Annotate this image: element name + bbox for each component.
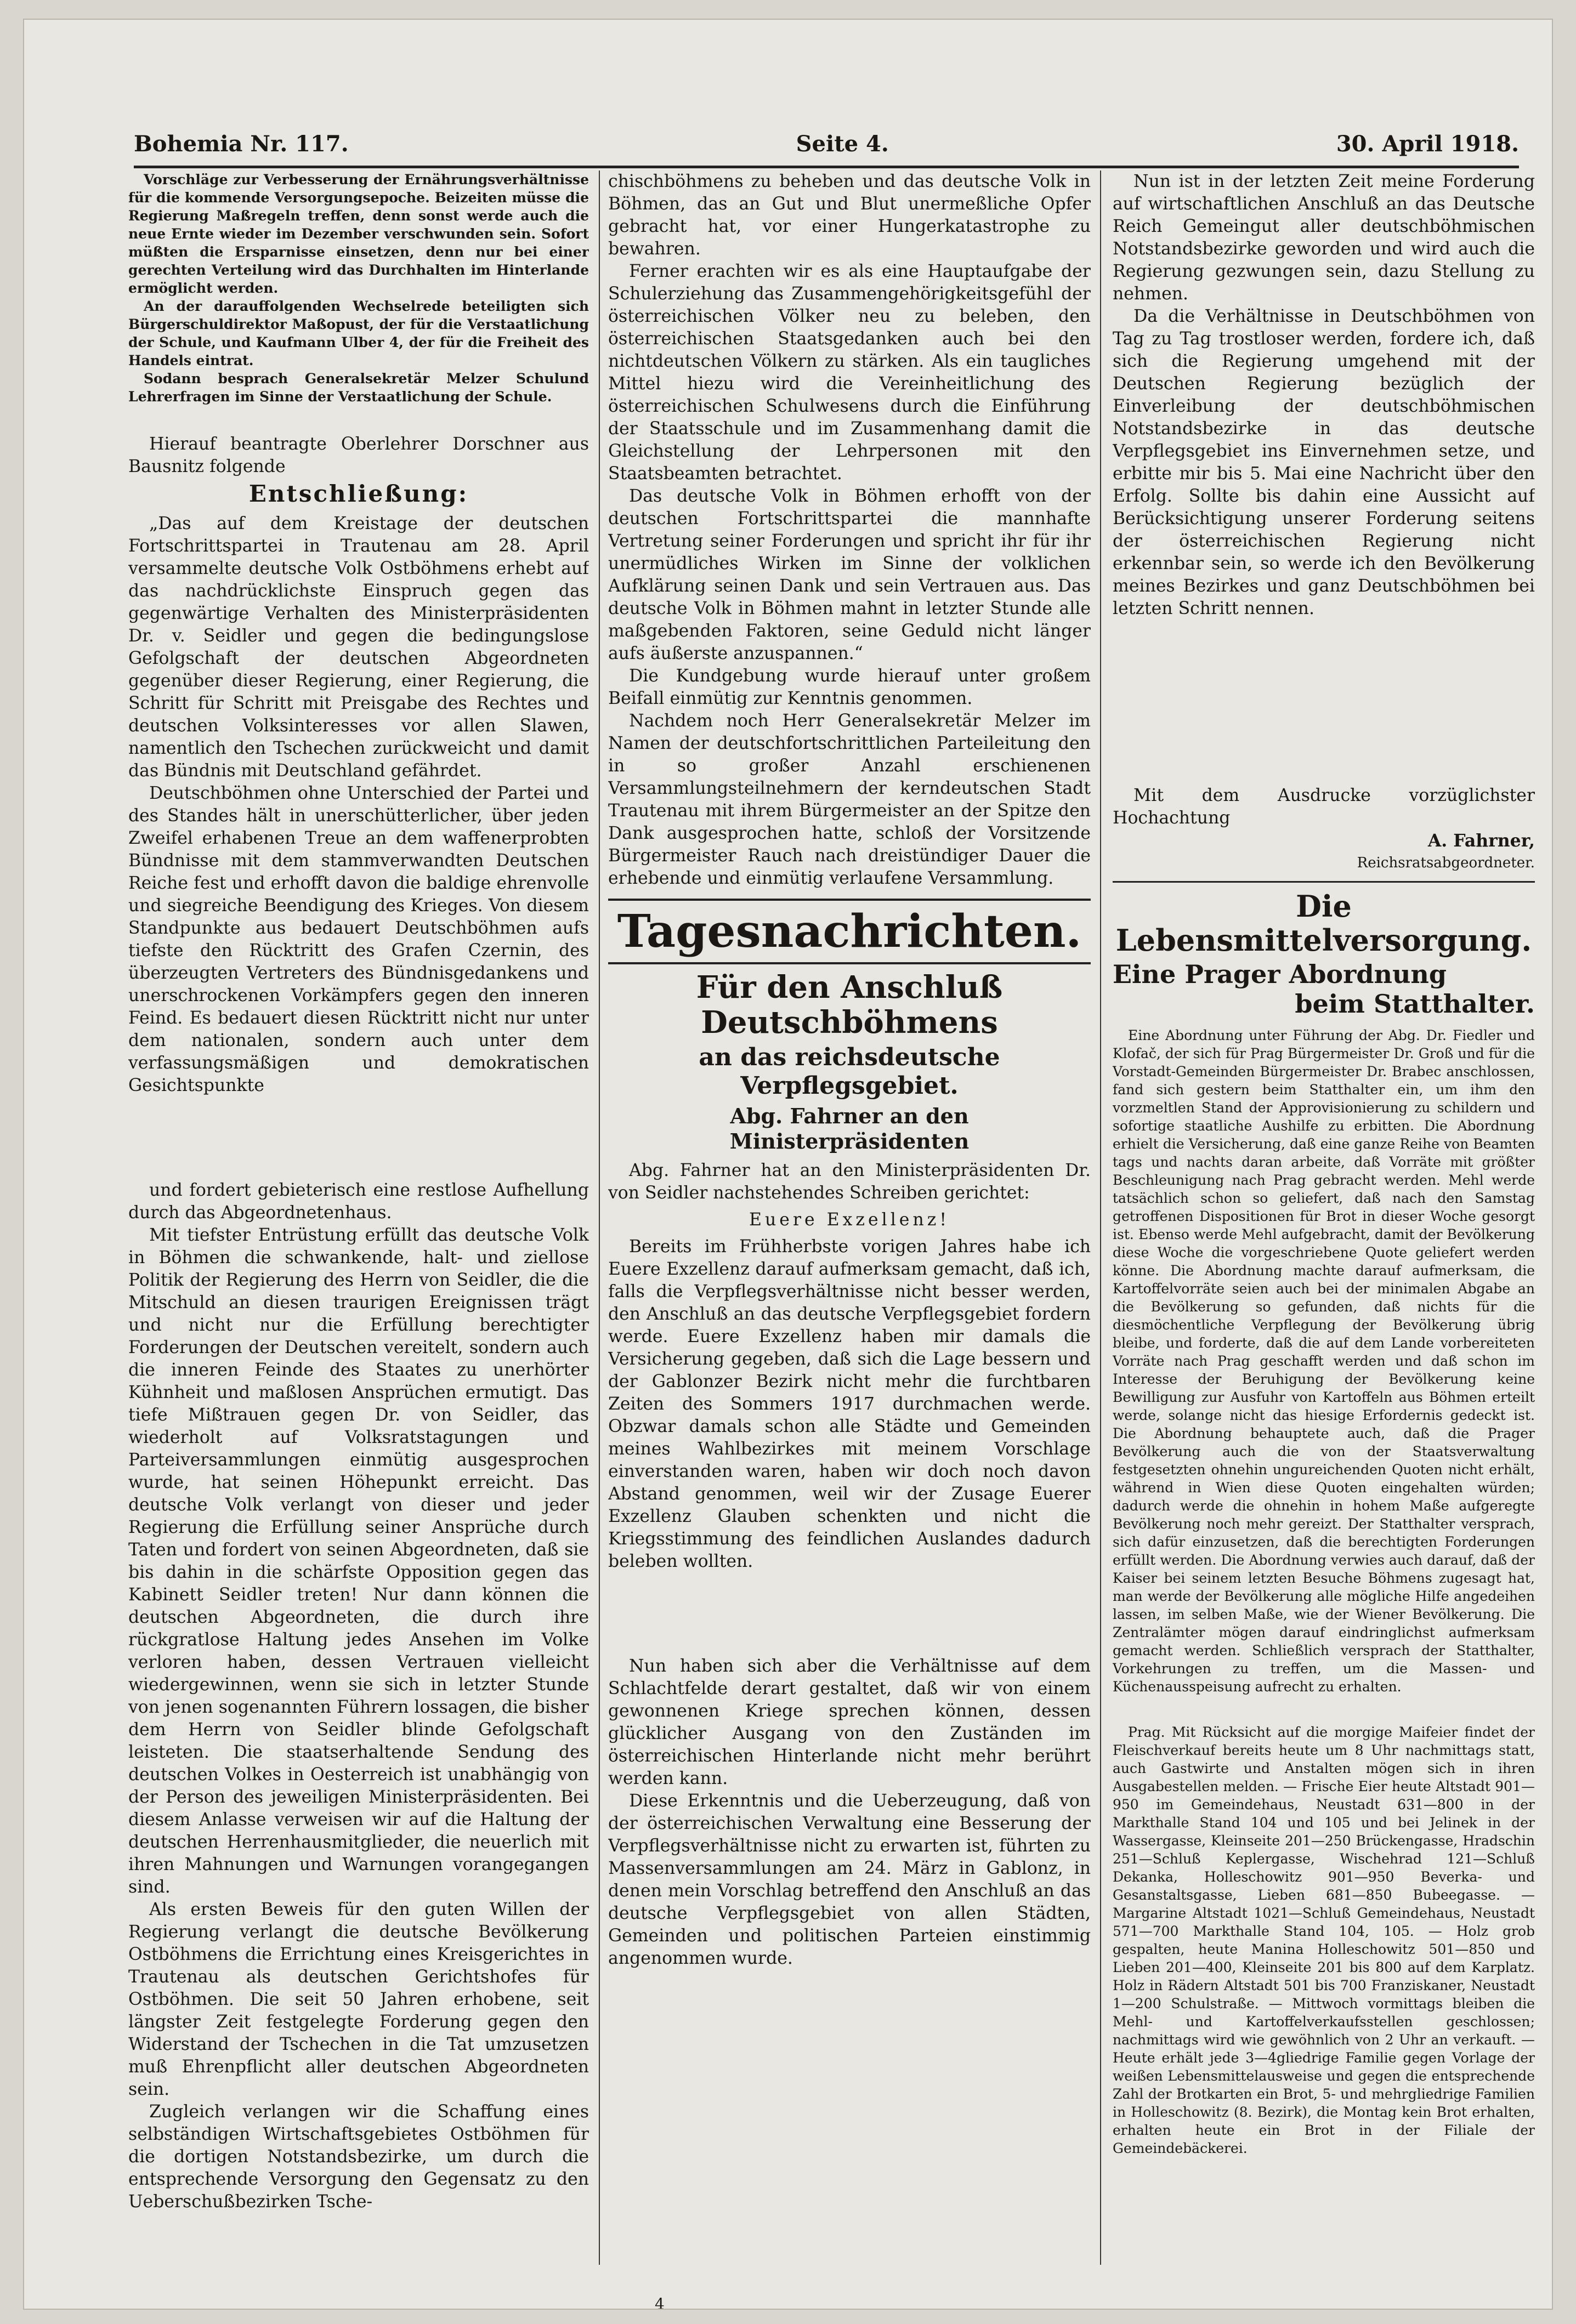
letter-salutation: Euere Exzellenz! (749, 1210, 950, 1230)
article-headline: Die Lebensmittelversorgung. (1115, 889, 1532, 958)
paragraph: Eine Abordnung unter Führung der Abg. Dr. Fiedler und Klofač, der sich für Prag Bürgermeister Dr. Groß und für die Vorstadt-Gemeinden Bürgermeister Dr. Brabec anschlossen, fand sich gestern beim Statthalter ein, um ihm den vorzmeltlen Stand der Approvisionierung zu schildern und sofortige staatliche Aushilfe zu erbitten. Die Abordnung erhielt die Versicherung, daß eine ganze Reihe von Beamten tags und nachts daran arbeite, daß Vorräte mit größter Beschleunigung nach Prag gebracht werden. Mehl werde tatsächlich schon so geliefert, daß nach den Samstag getroffenen Dispositionen für Brot in dieser Woche gesorgt ist. Ebenso werde Mehl aufgebracht, damit der Bevölkerung diese Woche die vorgeschriebene Quote geliefert werden könne. Die Abordnung machte darauf aufmerksam, die Kartoffelvorräte seien auch bei der minimalen Abgabe an die Bevölkerung so gefunden, daß nichts für die diesmöchentliche Verpflegung der Bevölkerung übrig bleibe, und forderte, daß die auf dem Lande vorbereiteten Vorräte nach Prag geschafft werden und daß schon im Interesse der Beruhigung der Bevölkerung keine Bewilligung zur Ausfuhr von Kartoffeln aus Böhmen erteilt werde, solange nicht das hiesige Erfordernis gedeckt ist. Die Abordnung behauptete auch, daß die Prager Bevölkerung auch die von der Staatsverwaltung festgesetzten ohnehin ungureichenden Quoten nicht erhält, während in Wien diese Quoten eingehalten würden; dadurch werde die ohnehin in hohem Maße aufgeregte Bevölkerung noch mehr gereizt. Der Statthalter versprach, sich dafür einzusetzen, daß die berechtigten Forderungen erfüllt werden. Die Abordnung verwies auch darauf, daß der Kaiser bei seinem letzten Besuche Böhmens zugesagt hat, man werde der Bevölkerung alle mögliche Hilfe angedeihen lassen, im selben Maße, wie der Wiener Bevölkerung. Die Zentralämter mögen darauf eindringlichst aufmerksam gemacht werden. Schließlich versprach der Statthalter, Vorkehrungen zu treffen, um die Massen- und Küchenausspeisung aufrecht zu erhalten. (1113, 1027, 1535, 1695)
paragraph: „Das auf dem Kreistage der deutschen Fortschrittspartei in Trautenau am 28. April versammelte deutsche Volk Ostböhmens erhebt auf das nachdrücklichste Einspruch gegen das gegenwärtige Verhalten des Ministerpräsidenten Dr. v. Seidler und gegen die bedingungslose Gefolgschaft der deutschen Abgeordneten gegenüber dieser Regierung, einer Regierung, die Schritt für Schritt mit Preisgabe des Rechtes und deutschen Volksinteresses vor allen Slawen, namentlich den Tschechen zurückweicht und damit das Bündnis mit Deutschland gefährdet. (128, 514, 589, 781)
letter-signature-title: Reichsratsabgeordneter. (1357, 855, 1535, 871)
column-1 (128, 171, 589, 2265)
header-date: 30. April 1918. (1336, 131, 1519, 157)
page-margin-mark: 4 (655, 2295, 665, 2309)
column-divider (599, 171, 600, 2265)
paragraph: chischböhmens zu beheben und das deutsche Volk in Böhmen, das an Gut und Blut unermeßliche Opfer gebracht hat, vor einer Hungerkatastrophe zu bewahren. (608, 172, 1091, 259)
paragraph: Die Kundgebung wurde hierauf unter großem Beifall einmütig zur Kenntnis genommen. (608, 666, 1091, 708)
article-subheadline: an das reichsdeutsche Verpflegsgebiet. (699, 1043, 1000, 1100)
section-heading-daily-news: Tagesnachrichten. (608, 899, 1091, 964)
column-divider (1100, 171, 1101, 2265)
paragraph: Deutschböhmen ohne Unterschied der Partei und des Standes hält in unerschütterlicher, über jeden Zweifel erhabenen Treue an dem waffenerprobten Bündnisse mit dem stammverwandten Deutschen Reiche fest und erhofft davon die baldige ehrenvolle und siegreiche Beendigung des Krieges. Von diesem Standpunkte aus bedauert Deutschböhmen aufs tiefste den Rücktritt des Grafen Czernin, des überzeugten Vertreters des Bündnisgedankens und unerschrockenen Vorkämpfers gegen den inneren Feind. Es bedauert diesen Rücktritt nicht nur unter dem nationalen, sondern auch unter dem verfassungsmäßigen und demokratischen Gesichtspunkte (128, 783, 589, 1095)
paragraph: Sodann besprach Generalsekretär Melzer Schulund Lehrerfragen im Sinne der Verstaatlichung der Schule. (128, 371, 589, 405)
paragraph: Nun ist in der letzten Zeit meine Forderung auf wirtschaftlichen Anschluß an das Deutsche Reich Gemeingut aller deutschböhmischen Notstandsbezirke geworden und wird auch die Regierung gezwungen sein, dazu Stellung zu nehmen. (1113, 172, 1535, 304)
paragraph: Bereits im Frühherbste vorigen Jahres habe ich Euere Exzellenz darauf aufmerksam gemacht, daß ich, falls die Verpflegsverhältnisse nicht besser werden, den Anschluß an das deutsche Verpflegsgebiet fordern werde. Euere Exzellenz haben mir damals die Versicherung gegeben, daß sich die Lage bessern und der Gablonzer Bezirk nicht mehr die furchtbaren Zeiten des Sommers 1917 durchmachen werde. Obzwar damals schon alle Städte und Gemeinden meines Wahlbezirkes mit meinem Vorschlage einverstanden waren, haben wir doch noch davon Abstand genommen, weil wir der Zusage Euerer Exzellenz Glauben schenkten und nicht die Kriegsstimmung des feindlichen Auslandes dadurch beleben wollten. (608, 1237, 1091, 1571)
paragraph: Ferner erachten wir es als eine Hauptaufgabe der Schulerziehung das Zusammengehörigkeitsgefühl der österreichischen Völker neu zu beleben, den österreichischen Staatsgedanken auch bei den nichtdeutschen Völkern zu stärken. Als ein taugliches Mittel hiezu wird die Vereinheitlichung des österreichischen Schulwesens durch die Einführung der Staatsschule und im Zusammenhang damit die Gleichstellung der Lehrpersonen mit den Staatsbeamten betrachtet. (608, 262, 1091, 484)
letter-closing: Mit dem Ausdrucke vorzüglichster Hochachtung (1113, 786, 1535, 828)
article-divider (1113, 881, 1535, 883)
paragraph: Zugleich verlangen wir die Schaffung eines selbständigen Wirtschaftsgebietes Ostböhmen für die dortigen Notstandsbezirke, um durch die entsprechende Versorgung den Gegensatz zu den Ueberschußbezirken Tsche- (128, 2102, 589, 2212)
paragraph: Mit tiefster Entrüstung erfüllt das deutsche Volk in Böhmen die schwankende, halt- und ziellose Politik der Regierung des Herrn von Seidler, die die Mitschuld an diesen traurigen Ereignissen trägt und nicht nur die Erfüllung berechtigter Forderungen der Deutschen vereitelt, sondern auch die inneren Feinde des Staates zu unerhörter Kühnheit und maßlosen Ansprüchen ermutigt. Das tiefe Mißtrauen gegen Dr. von Seidler, das wiederholt auf Volksratstagungen und Parteiversammlungen einmütig ausgesprochen wurde, hat seinen Höhepunkt erreicht. Das deutsche Volk verlangt von dieser und jeder Regierung die Erfüllung seiner Ansprüche durch Taten und fordert von seinen Abgeordneten, daß sie bis dahin in die schärfste Opposition gegen das Kabinett Seidler treten! Nur dann können die deutschen Abgeordneten, die durch ihre rückgratlose Haltung jedes Ansehen im Volke verloren haben, dessen Vertrauen vielleicht wiedergewinnen, wenn sie sich in letzter Stunde von jenen sogenannten Führern lossagen, die bisher dem Herrn von Seidler blinde Gefolgschaft leisteten. Die staatserhaltende Sendung des deutschen Volkes in Oesterreich ist unabhängig von der Person des jeweiligen Ministerpräsidenten. Bei diesem Anlasse verweisen wir auf die Haltung der deutschen Herrenhausmitglieder, die neuerlich mit ihren Mahnungen und Warnungen vorangegangen sind. (128, 1225, 589, 1897)
paragraph: Abg. Fahrner hat an den Ministerpräsidenten Dr. von Seidler nachstehendes Schreiben gerichtet: (608, 1161, 1091, 1203)
paragraph: Hierauf beantragte Oberlehrer Dorschner aus Bausnitz folgende (128, 434, 589, 476)
newspaper-page (24, 20, 1552, 2309)
paragraph: Prag. Mit Rücksicht auf die morgige Maifeier findet der Fleischverkauf bereits heute um 8 Uhr nachmittags statt, auch Gastwirte und Anstalten mögen sich in ihren Ausgabestellen melden. — Frische Eier heute Altstadt 901—950 im Gemeindehaus, Neustadt 631—800 in der Markthalle Stand 104 und 105 und bei Jelinek in der Wassergasse, Kleinseite 201—250 Brückengasse, Hradschin 251—Schluß Keplergasse, Wischehrad 121—Schluß Dekanka, Holleschowitz 901—950 Beverka- und Gesanstaltsgasse, Lieben 681—850 Bubeegasse. — Margarine Altstadt 1021—Schluß Gemeindehaus, Neustadt 571—700 Markthalle Stand 104, 105. — Holz grob gespalten, heute Manina Holleschowitz 501—850 und Lieben 201—400, Kleinseite 201 bis 800 auf dem Karplatz. Holz in Rädern Altstadt 501 bis 700 Franziskaner, Neustadt 1—200 Schulstraße. — Mittwoch vormittags bleiben die Mehl- und Kartoffelverkaufsstellen geschlossen; nachmittags wird wie gewöhnlich von 2 Uhr an verkauft. — Heute erhält jede 3—4gliedrige Familie gegen Vorlage der weißen Lebensmittelausweise und gegen die entsprechende Zahl der Brotkarten ein Brot, 5- und mehrgliedrige Familien in Holleschowitz (8. Bezirk), die Montag kein Brot erhalten, erhalten heute ein Brot in der Filiale der Gemeindebäckerei. (1113, 1724, 1535, 2156)
resolution-heading: Entschließung: (248, 480, 469, 507)
article-subheadline: Abg. Fahrner an den Ministerpräsidenten (729, 1104, 970, 1154)
article-headline: Für den Anschluß Deutschböhmens (696, 969, 1003, 1041)
column-2 (608, 171, 1091, 2265)
paragraph: und fordert gebieterisch eine restlose Aufhellung durch das Abgeordnetenhaus. (128, 1180, 589, 1223)
report-intro-block (128, 171, 589, 406)
article-subheadline: beim Statthalter. (1295, 989, 1535, 1019)
letter-signature: A. Fahrner, (1427, 831, 1535, 851)
paragraph: Diese Erkenntnis und die Ueberzeugung, daß von der österreichischen Verwaltung eine Besserung der Verpflegsverhältnisse nicht zu erwarten ist, führten zu Massenversammlungen am 24. März in Gablonz, in denen mein Vorschlag betreffend den Anschluß an das deutsche Verpflegsgebiet von allen Städten, Gemeinden und politischen Parteien einstimmig angenommen wurde. (608, 1791, 1091, 1968)
paragraph: Da die Verhältnisse in Deutschböhmen von Tag zu Tag trostloser werden, fordere ich, daß sich die Regierung umgehend mit der Deutschen Regierung bezüglich der Einverleibung der deutschböhmischen Notstandsbezirke in das deutsche Verpflegsgebiet ins Einvernehmen setze, und erbitte mir bis 5. Mai eine Nachricht über den Erfolg. Sollte bis dahin eine Aussicht auf Berücksichtigung unserer Forderung seitens der österreichischen Regierung nicht erkennbar sein, so werde ich den Bevölkerung meines Bezirkes und ganz Deutschböhmen bei letzten Schritt nennen. (1113, 306, 1535, 618)
paragraph: Das deutsche Volk in Böhmen erhofft von der deutschen Fortschrittspartei die mannhafte Vertretung seiner Forderungen und spricht ihr für ihr unermüdliches Wirken im Sinne der volklichen Aufklärung seinen Dank und sein Vertrauen aus. Das deutsche Volk in Böhmen mahnt in letzter Stunde alle maßgebenden Faktoren, seine Geduld nicht länger aufs äußerste anzuspannen.“ (608, 486, 1091, 663)
header-page-number: Seite 4. (796, 131, 889, 157)
paragraph: Vorschläge zur Verbesserung der Ernährungsverhältnisse für die kommende Versorgungsepoche. Beizeiten müsse die Regierung Maßregeln treffen, denn sonst werde auch die neue Ernte wieder im Dezember verschwunden sein. Sofort müßten die Ersparnisse einsetzen, denn nur bei einer gerechten Verteilung wird das Durchhalten im Hinterlande ermöglicht werden. (128, 172, 589, 296)
article-subheadline: Eine Prager Abordnung (1113, 959, 1447, 989)
paragraph: Als ersten Beweis für den guten Willen der Regierung verlangt die deutsche Bevölkerung Ostböhmens die Errichtung eines Kreisgerichtes in Trautenau als deutschen Gerichtshofes für Ostböhmen. Die seit 50 Jahren erhobene, seit längster Zeit festgelegte Forderung gegen den Widerstand der Tschechen in die Tat umzusetzen muß Ehrenpflicht aller deutschen Abgeordneten sein. (128, 1900, 589, 2099)
header-newspaper-issue: Bohemia Nr. 117. (134, 131, 349, 157)
paragraph: Nun haben sich aber die Verhältnisse auf dem Schlachtfelde derart gestaltet, daß wir von einem gewonnenen Kriege sprechen können, dessen glücklicher Ausgang von den Zuständen im österreichischen Hinterlande nicht mehr berührt werden kann. (608, 1656, 1091, 1788)
paragraph: Nachdem noch Herr Generalsekretär Melzer im Namen der deutschfortschrittlichen Parteileitung den in so großer Anzahl erschienenen Versammlungsteilnehmern der kerndeutschen Stadt Trautenau mit ihrem Bürgermeister an der Spitze den Dank ausgesprochen hatte, schloß der Vorsitzende Bürgermeister Rauch nach dreistündiger Dauer die erhebende und einmütig verlaufene Versammlung. (608, 711, 1091, 888)
column-3 (1113, 171, 1535, 2265)
page-header (134, 107, 1519, 168)
paragraph: An der darauffolgenden Wechselrede beteiligten sich Bürgerschuldirektor Maßopust, der für die Verstaatlichung der Schule, und Kaufmann Ulber 4, der für die Freiheit des Handels eintrat. (128, 298, 589, 368)
